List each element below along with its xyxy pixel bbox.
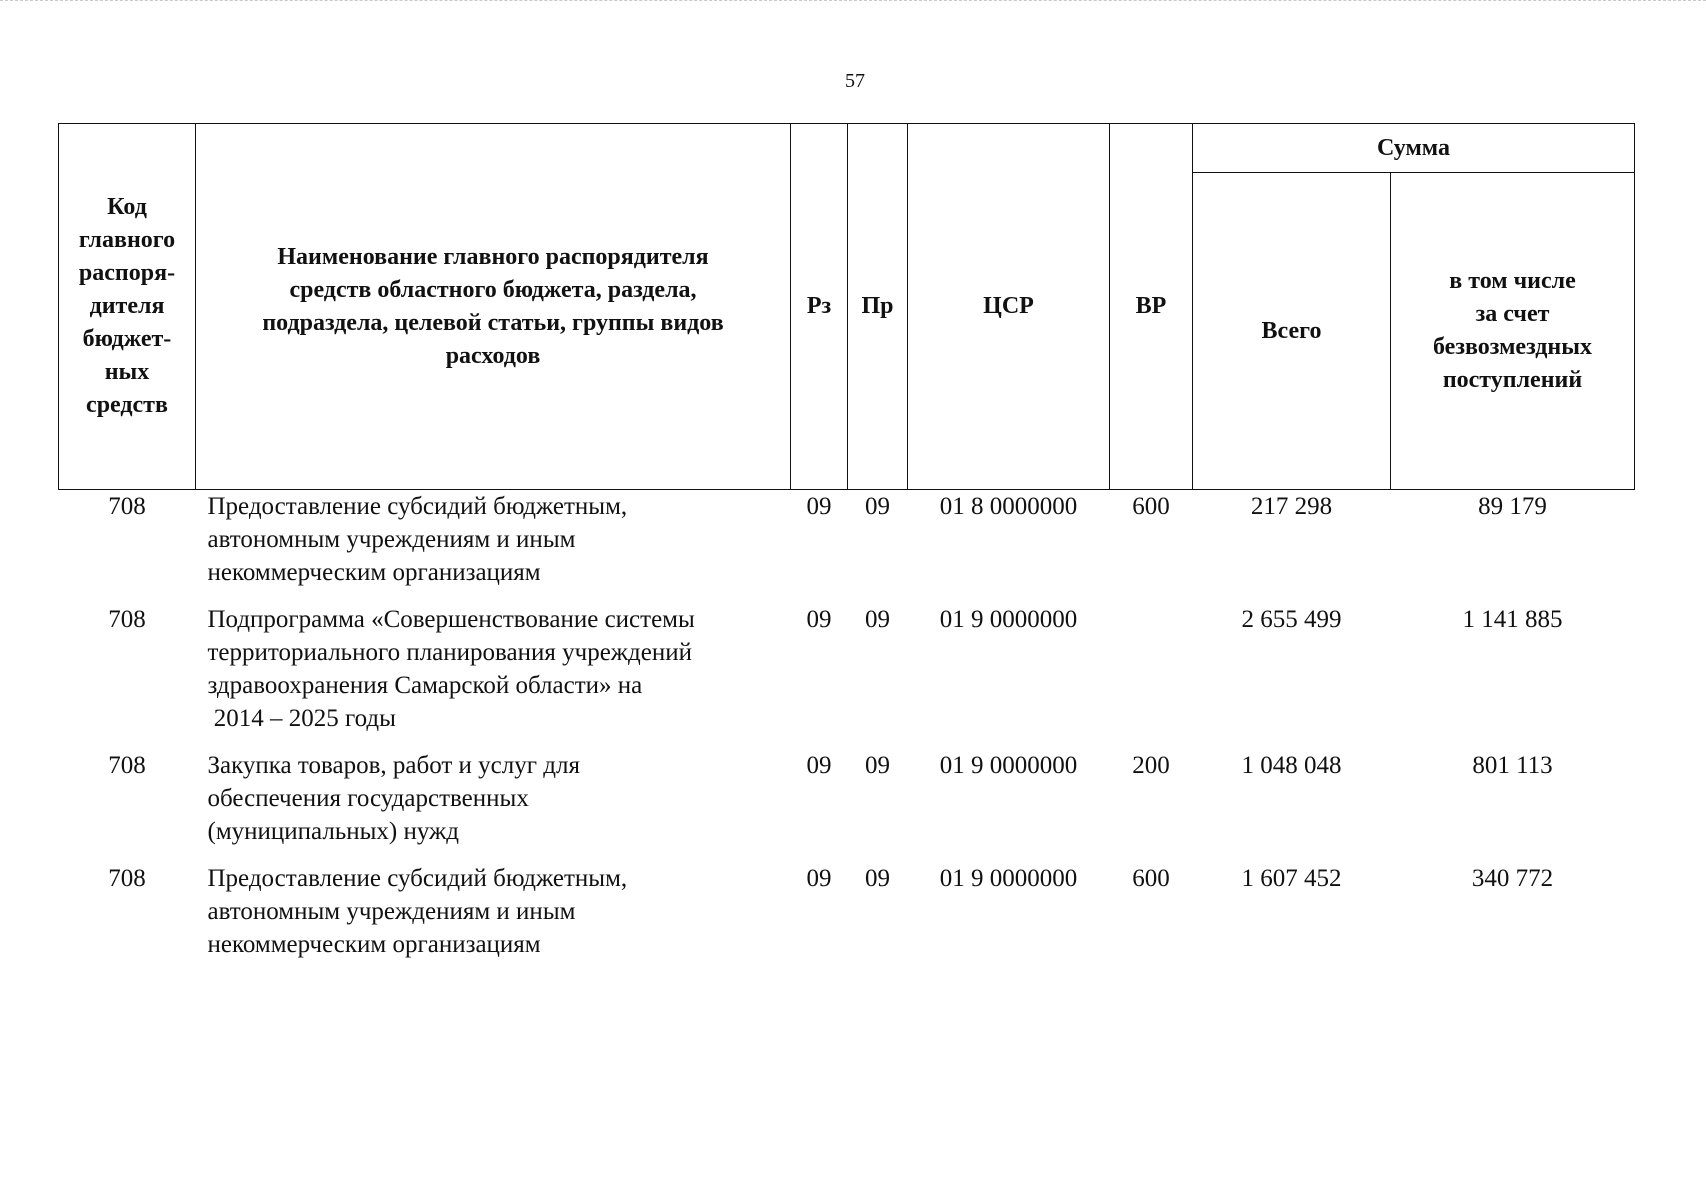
cell-rz: 09 bbox=[806, 493, 832, 520]
header-pr: Пр bbox=[848, 124, 908, 490]
cell-csr: 01 9 0000000 bbox=[939, 865, 1078, 892]
cell-code: 708 bbox=[108, 493, 146, 520]
cell-pr: 09 bbox=[865, 752, 890, 779]
cell-gratuitous: 1 141 885 bbox=[1462, 606, 1563, 633]
header-code: Код главного распоря- дителя бюджет- ных средств bbox=[59, 124, 196, 490]
scan-edge bbox=[0, 0, 1706, 5]
cell-total: 1 048 048 bbox=[1241, 752, 1342, 779]
cell-rz: 09 bbox=[806, 752, 832, 779]
cell-csr: 01 9 0000000 bbox=[939, 752, 1078, 779]
header-csr: ЦСР bbox=[908, 124, 1110, 490]
cell-vr: 200 bbox=[1132, 752, 1170, 779]
table-body bbox=[59, 490, 1635, 962]
header-gratuitous: в том числе за счет безвозмездных поступлений bbox=[1391, 173, 1635, 490]
cell-total: 1 607 452 bbox=[1241, 865, 1342, 892]
header-sum: Сумма bbox=[1193, 124, 1635, 173]
cell-name: Предоставление субсидий бюджетным, автономным учреждениям и иным некоммерческим организациям bbox=[207, 865, 628, 958]
cell-gratuitous: 340 772 bbox=[1471, 865, 1554, 892]
table-row bbox=[59, 603, 1635, 749]
cell-pr: 09 bbox=[865, 865, 890, 892]
cell-gratuitous: 801 113 bbox=[1472, 752, 1553, 779]
cell-pr: 09 bbox=[865, 493, 890, 520]
cell-code: 708 bbox=[108, 752, 146, 779]
cell-csr: 01 8 0000000 bbox=[939, 493, 1078, 520]
page-number: 57 bbox=[845, 70, 865, 92]
cell-pr: 09 bbox=[865, 606, 890, 633]
cell-name: Предоставление субсидий бюджетным, автономным учреждениям и иным некоммерческим организациям bbox=[207, 493, 628, 586]
header-name: Наименование главного распорядителя средств областного бюджета, раздела, подраздела, целевой статьи, группы видов расходов bbox=[196, 124, 791, 490]
cell-rz: 09 bbox=[806, 865, 832, 892]
cell-rz: 09 bbox=[806, 606, 832, 633]
cell-total: 2 655 499 bbox=[1241, 606, 1342, 633]
table-header bbox=[59, 124, 1635, 490]
cell-name: Закупка товаров, работ и услуг для обеспечения государственных (муниципальных) нужд bbox=[207, 752, 580, 845]
cell-csr: 01 9 0000000 bbox=[939, 606, 1078, 633]
cell-code: 708 bbox=[108, 606, 146, 633]
header-vr: ВР bbox=[1110, 124, 1193, 490]
header-total: Всего bbox=[1193, 173, 1391, 490]
table-row bbox=[59, 862, 1635, 961]
table-row bbox=[59, 490, 1635, 604]
budget-table bbox=[58, 123, 1635, 961]
cell-code: 708 bbox=[108, 865, 146, 892]
cell-vr: 600 bbox=[1132, 865, 1170, 892]
cell-total: 217 298 bbox=[1250, 493, 1333, 520]
cell-vr: 600 bbox=[1132, 493, 1170, 520]
table-row bbox=[59, 749, 1635, 862]
header-rz: Рз bbox=[791, 124, 848, 490]
cell-vr bbox=[1110, 603, 1193, 749]
cell-name: Подпрограмма «Совершенствование системы территориального планирования учреждений здравоохранения Самарской области» на 2014 – 2025 годы bbox=[207, 606, 695, 732]
cell-gratuitous: 89 179 bbox=[1478, 493, 1547, 520]
